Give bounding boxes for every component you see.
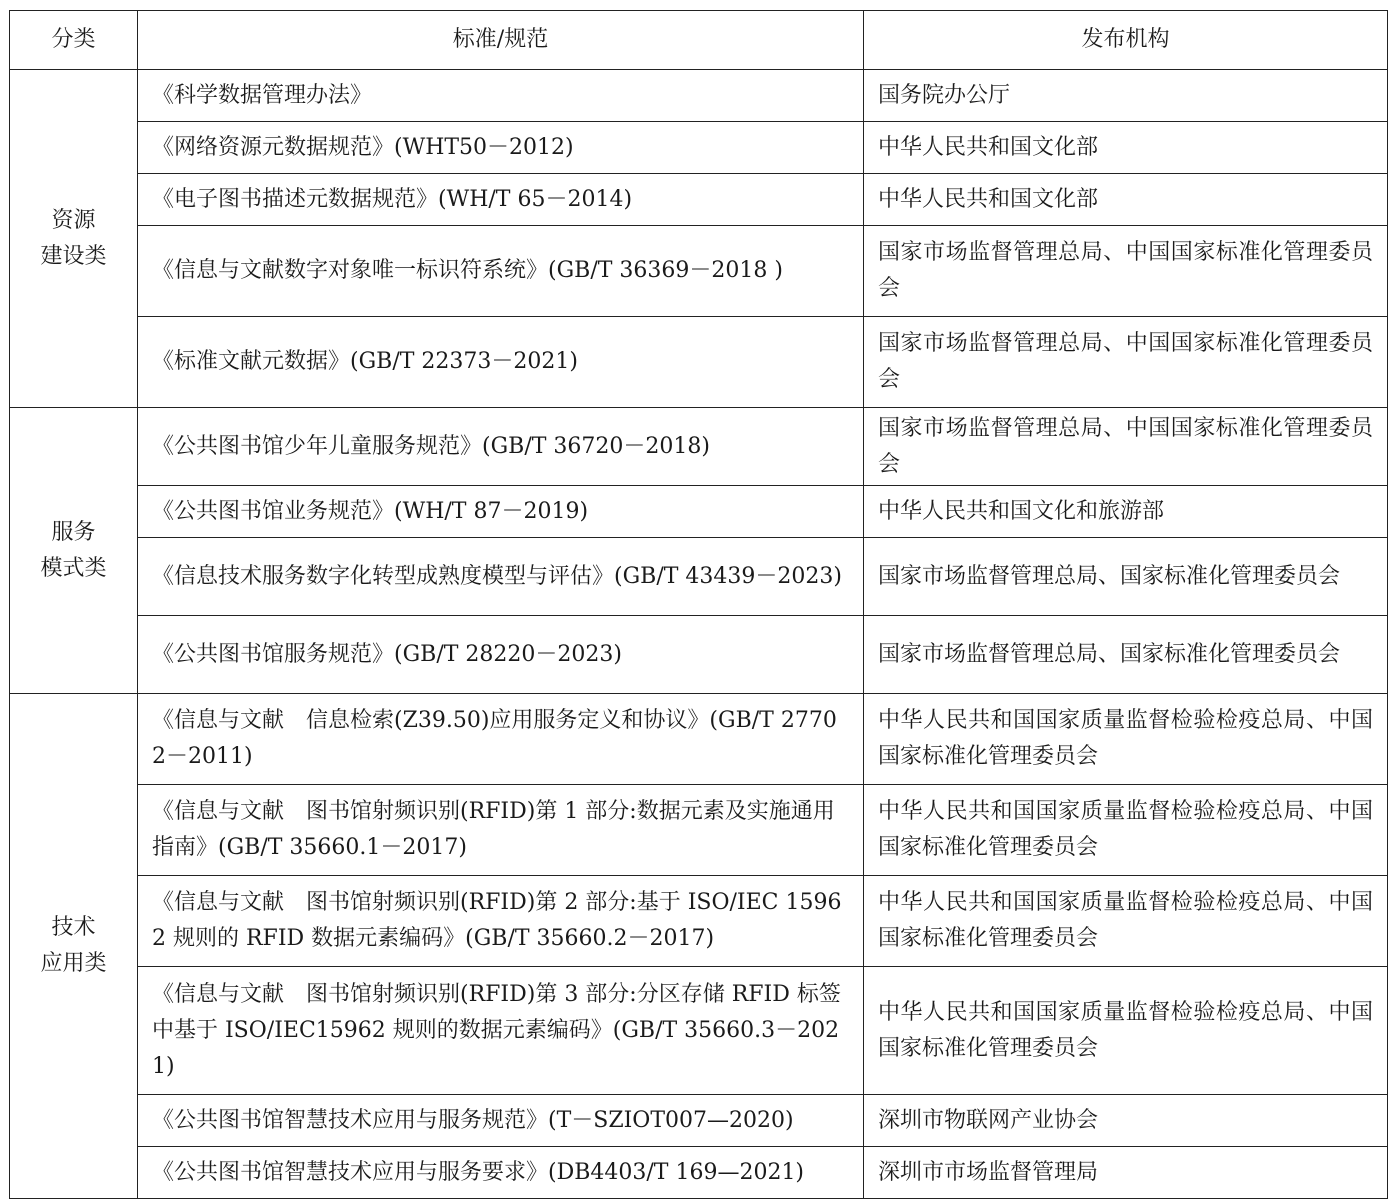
table-row	[10, 70, 1388, 122]
category-label-line: 技术	[51, 915, 96, 940]
publisher-cell: 国家市场监督管理总局、国家标准化管理委员会	[864, 616, 1388, 694]
standard-cell: 《电子图书描述元数据规范》(WH/T 65－2014)	[138, 174, 864, 226]
publisher-cell: 中华人民共和国文化部	[864, 122, 1388, 174]
standard-cell: 《公共图书馆服务规范》(GB/T 28220－2023)	[138, 616, 864, 694]
category-label-line: 应用类	[40, 951, 107, 976]
publisher-cell: 中华人民共和国国家质量监督检验检疫总局、中国国家标准化管理委员会	[864, 967, 1388, 1095]
table-row	[10, 785, 1388, 876]
publisher-cell: 深圳市市场监督管理局	[864, 1147, 1388, 1199]
table-row	[10, 1095, 1388, 1147]
table-row	[10, 1147, 1388, 1199]
standard-cell: 《信息与文献 图书馆射频识别(RFID)第 3 部分:分区存储 RFID 标签中基于 ISO/IEC15962 规则的数据元素编码》(GB/T 35660.3－2021)	[138, 967, 864, 1095]
table-row	[10, 408, 1388, 486]
category-label-line: 服务	[51, 519, 96, 545]
publisher-cell: 国务院办公厅	[864, 70, 1388, 122]
standard-cell: 《信息与文献 信息检索(Z39.50)应用服务定义和协议》(GB/T 27702－2011)	[138, 694, 864, 785]
table-row	[10, 226, 1388, 317]
standard-cell: 《标准文献元数据》(GB/T 22373－2021)	[138, 317, 864, 408]
standard-cell: 《网络资源元数据规范》(WHT50－2012)	[138, 122, 864, 174]
table-row	[10, 538, 1388, 616]
category-label-line: 建设类	[40, 243, 107, 269]
publisher-cell: 中华人民共和国国家质量监督检验检疫总局、中国国家标准化管理委员会	[864, 785, 1388, 876]
header-category: 分类	[10, 11, 138, 70]
standard-cell: 《公共图书馆少年儿童服务规范》(GB/T 36720－2018)	[138, 408, 864, 486]
table-row	[10, 486, 1388, 538]
publisher-cell: 国家市场监督管理总局、中国国家标准化管理委员会	[864, 408, 1388, 486]
standard-cell: 《公共图书馆智慧技术应用与服务规范》(T－SZIOT007—2020)	[138, 1095, 864, 1147]
category-label-line: 模式类	[40, 555, 107, 581]
publisher-cell: 国家市场监督管理总局、中国国家标准化管理委员会	[864, 226, 1388, 317]
standard-cell: 《信息与文献 图书馆射频识别(RFID)第 1 部分:数据元素及实施通用指南》(GB/T 35660.1－2017)	[138, 785, 864, 876]
table-row	[10, 317, 1388, 408]
table-row	[10, 967, 1388, 1095]
publisher-cell: 中华人民共和国国家质量监督检验检疫总局、中国国家标准化管理委员会	[864, 694, 1388, 785]
table-row	[10, 876, 1388, 967]
standard-cell: 《科学数据管理办法》	[138, 70, 864, 122]
publisher-cell: 中华人民共和国文化部	[864, 174, 1388, 226]
header-standard: 标准/规范	[138, 11, 864, 70]
publisher-cell: 国家市场监督管理总局、中国国家标准化管理委员会	[864, 317, 1388, 408]
publisher-cell: 国家市场监督管理总局、国家标准化管理委员会	[864, 538, 1388, 616]
table-row	[10, 174, 1388, 226]
table-row	[10, 616, 1388, 694]
header-publisher: 发布机构	[864, 11, 1388, 70]
header-row	[10, 11, 1388, 70]
standards-table	[9, 10, 1388, 1199]
table-row	[10, 122, 1388, 174]
publisher-cell: 深圳市物联网产业协会	[864, 1095, 1388, 1147]
category-label-line: 资源	[51, 207, 96, 233]
category-cell	[10, 408, 138, 694]
category-cell	[10, 694, 138, 1199]
standard-cell: 《公共图书馆智慧技术应用与服务要求》(DB4403/T 169—2021)	[138, 1147, 864, 1199]
standard-cell: 《信息技术服务数字化转型成熟度模型与评估》(GB/T 43439－2023)	[138, 538, 864, 616]
table-row	[10, 694, 1388, 785]
publisher-cell: 中华人民共和国国家质量监督检验检疫总局、中国国家标准化管理委员会	[864, 876, 1388, 967]
publisher-cell: 中华人民共和国文化和旅游部	[864, 486, 1388, 538]
standard-cell: 《信息与文献 图书馆射频识别(RFID)第 2 部分:基于 ISO/IEC 15962 规则的 RFID 数据元素编码》(GB/T 35660.2－2017)	[138, 876, 864, 967]
standard-cell: 《公共图书馆业务规范》(WH/T 87－2019)	[138, 486, 864, 538]
category-cell	[10, 70, 138, 408]
standard-cell: 《信息与文献数字对象唯一标识符系统》(GB/T 36369－2018 )	[138, 226, 864, 317]
